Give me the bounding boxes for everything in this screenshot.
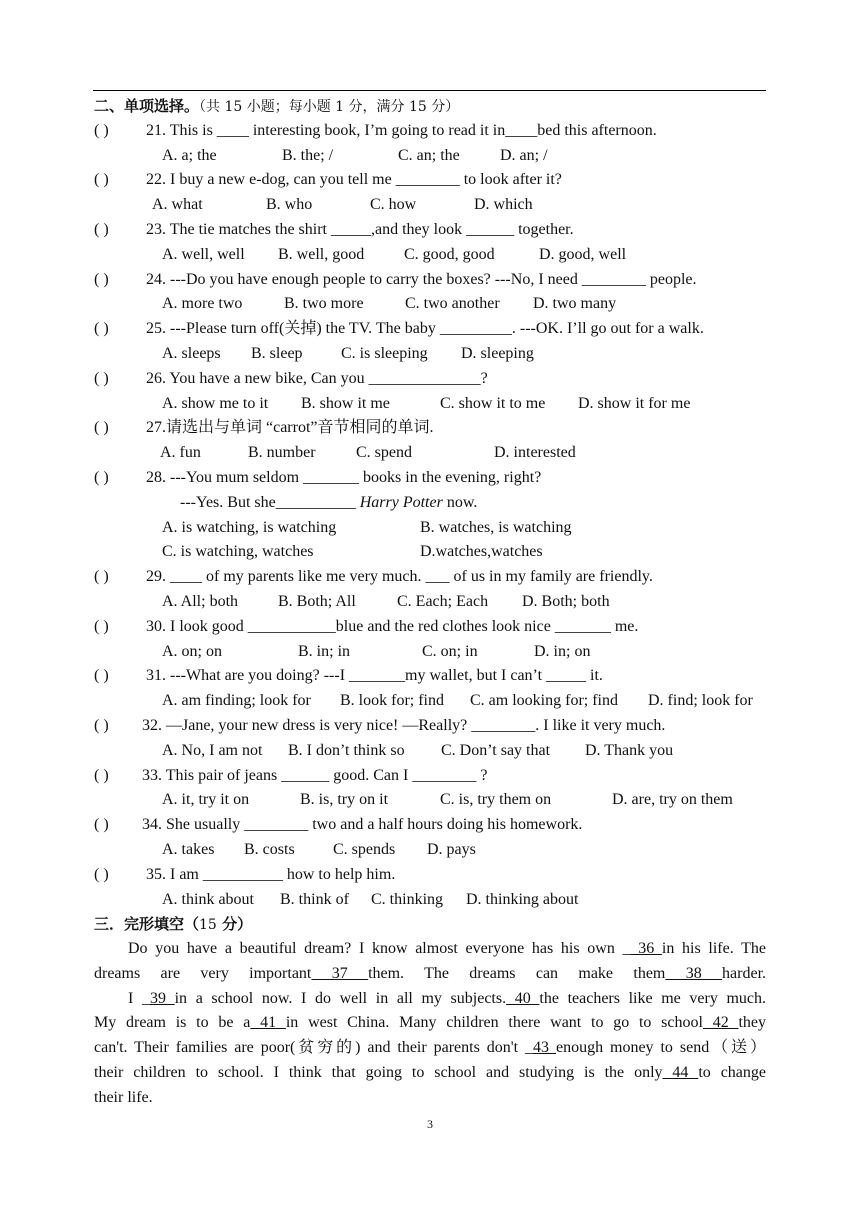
option-c: C. thinking	[371, 890, 444, 908]
option-c: C. is watching, watches	[162, 543, 314, 561]
cloze-blank[interactable]: 37	[311, 964, 369, 982]
question-stem: 21. This is ____ interesting book, I’m going to read it in____bed this afternoon.	[142, 121, 657, 139]
answer-bracket[interactable]: ( )	[94, 220, 109, 238]
option-b: B. I don’t think so	[288, 741, 405, 759]
passage-text: dreams are very important	[94, 964, 312, 982]
option-b: B. who	[266, 196, 313, 214]
question-stem: 27.请选出与单词 “carrot”音节相同的单词.	[142, 419, 434, 437]
option-d: D. good, well	[539, 245, 627, 263]
book-title: Harry Potter	[359, 493, 443, 511]
passage-text: their children to school. I think that going to school and studying is the only	[94, 1064, 663, 1082]
cloze-blank[interactable]: 42	[702, 1014, 739, 1032]
question-stem: 35. I am __________ how to help him.	[142, 865, 396, 883]
question-25	[94, 317, 766, 342]
question-27	[94, 416, 766, 441]
option-a: A. it, try it on	[162, 791, 250, 809]
option-d: D.watches,watches	[420, 543, 543, 561]
options-row	[94, 888, 766, 913]
option-c: C. is, try them on	[440, 791, 552, 809]
question-28	[94, 466, 766, 491]
cloze-blank[interactable]: 40	[506, 989, 540, 1007]
option-b: B. sleep	[251, 344, 303, 362]
options-row	[94, 689, 766, 714]
option-d: D. Both; both	[522, 592, 610, 610]
question-35	[94, 863, 766, 888]
section-3-title-end: 分）	[216, 915, 253, 934]
question-23	[94, 218, 766, 243]
options-row	[94, 540, 766, 565]
question-26	[94, 367, 766, 392]
option-b: B. number	[248, 444, 316, 462]
option-d: D. which	[474, 196, 533, 214]
passage-text: enough money to send（送）	[555, 1039, 766, 1057]
option-d: D. interested	[494, 444, 576, 462]
option-c: C. Each; Each	[397, 592, 489, 610]
option-d: D. pays	[427, 840, 476, 858]
passage-line	[94, 937, 766, 962]
option-b: B. watches, is watching	[420, 518, 572, 536]
passage-text: in his life. The	[661, 940, 767, 958]
option-d: D. show it for me	[578, 394, 691, 412]
option-a: A. on; on	[162, 642, 222, 660]
page-number: 3	[427, 1117, 433, 1131]
question-stem: 30. I look good ___________blue and the red clothes look nice _______ me.	[142, 617, 639, 635]
option-b: B. look for; find	[340, 692, 444, 710]
option-b: B. costs	[244, 840, 295, 858]
question-stem: 32. —Jane, your new dress is very nice! —Really? ________. I like it very much.	[142, 716, 666, 734]
passage-text: their life.	[94, 1088, 153, 1106]
options-row	[94, 590, 766, 615]
question-33	[94, 764, 766, 789]
answer-bracket[interactable]: ( )	[94, 865, 109, 883]
option-d: D. Thank you	[585, 741, 674, 759]
option-b: B. is, try on it	[300, 791, 389, 809]
question-28-stem-line2	[94, 491, 766, 516]
option-c: C. am looking for; find	[470, 692, 618, 710]
option-d: D. in; on	[534, 642, 591, 660]
answer-bracket[interactable]: ( )	[94, 667, 109, 685]
option-d: D. an; /	[500, 146, 548, 164]
cloze-blank[interactable]: 38	[665, 964, 723, 982]
passage-text: My dream is to be a	[94, 1014, 251, 1032]
option-d: D. are, try on them	[612, 791, 733, 809]
option-a: A. show me to it	[162, 394, 269, 412]
options-row	[94, 788, 766, 813]
passage-text: Do you have a beautiful dream? I know almost everyone has his own _	[128, 940, 631, 958]
option-c: C. spends	[333, 840, 396, 858]
cloze-blank[interactable]: 39	[149, 989, 175, 1007]
options-row	[94, 144, 766, 169]
answer-bracket[interactable]: ( )	[94, 369, 109, 387]
stem-text: now.	[442, 493, 478, 511]
option-a: A. No, I am not	[162, 741, 263, 759]
cloze-blank[interactable]: 44	[662, 1064, 699, 1082]
option-c: C. good, good	[404, 245, 495, 263]
option-b: B. show it me	[301, 394, 390, 412]
section-2-subtitle: （共 15 小题；每小题 1 分，满分 15 分）	[199, 99, 460, 115]
cloze-blank[interactable]: 43	[533, 1039, 556, 1057]
answer-bracket[interactable]: ( )	[94, 617, 109, 635]
section-2-heading	[94, 94, 766, 119]
answer-bracket[interactable]: ( )	[94, 766, 109, 784]
top-rule	[93, 90, 766, 91]
passage-line	[94, 1011, 766, 1036]
passage-text: harder.	[722, 964, 767, 982]
answer-bracket[interactable]: ( )	[94, 270, 109, 288]
option-c: C. show it to me	[440, 394, 546, 412]
option-a: A. All; both	[162, 592, 239, 610]
passage-text: in west China. Many children there want to go to school	[285, 1014, 703, 1032]
question-22	[94, 168, 766, 193]
option-a: A. fun	[160, 444, 201, 462]
option-c: C. two another	[405, 295, 500, 313]
option-b: B. the; /	[282, 146, 334, 164]
option-d: D. sleeping	[461, 344, 534, 362]
options-row	[94, 292, 766, 317]
question-stem: 23. The tie matches the shirt _____,and they look ______ together.	[142, 220, 574, 238]
passage-line	[94, 1036, 766, 1061]
cloze-blank[interactable]: 41	[250, 1014, 286, 1032]
option-b: B. think of	[280, 890, 349, 908]
section-3-title: 三．完形填空（	[94, 915, 200, 934]
options-row	[94, 441, 766, 466]
option-b: B. well, good	[278, 245, 365, 263]
options-row	[94, 516, 766, 541]
option-c: C. spend	[356, 444, 412, 462]
passage-text: the teachers like me very much.	[539, 989, 767, 1007]
option-c: C. how	[370, 196, 417, 214]
passage-text: I _	[128, 989, 150, 1007]
question-stem: 31. ---What are you doing? ---I _______my wallet, but I can’t _____ it.	[142, 667, 603, 685]
answer-bracket[interactable]: ( )	[94, 468, 109, 486]
passage-line	[94, 987, 766, 1012]
option-c: C. on; in	[422, 642, 478, 660]
options-row	[94, 640, 766, 665]
passage-line	[94, 1086, 766, 1111]
option-c: C. an; the	[398, 146, 460, 164]
section-3-score: 15	[199, 917, 217, 934]
passage-text: to change	[698, 1064, 767, 1082]
option-b: B. two more	[284, 295, 364, 313]
passage-text: them. The dreams can make them	[368, 964, 666, 982]
option-a: A. sleeps	[162, 344, 221, 362]
option-d: D. thinking about	[466, 890, 579, 908]
option-b: B. Both; All	[278, 592, 356, 610]
option-a: A. more two	[162, 295, 243, 313]
option-a: A. a; the	[162, 146, 217, 164]
question-30	[94, 615, 766, 640]
passage-line	[94, 962, 766, 987]
option-a: A. takes	[162, 840, 215, 858]
passage-text: in a school now. I do well in all my subjects.	[174, 989, 507, 1007]
answer-bracket[interactable]: ( )	[94, 121, 109, 139]
option-b: B. in; in	[298, 642, 351, 660]
options-row	[94, 193, 766, 218]
option-c: C. Don’t say that	[441, 741, 551, 759]
passage-text: they	[738, 1014, 767, 1032]
stem-text: ---Yes. But she__________	[180, 493, 360, 511]
option-a: A. am finding; look for	[162, 692, 311, 710]
question-34	[94, 813, 766, 838]
content	[94, 94, 766, 1111]
question-stem: 34. She usually ________ two and a half hours doing his homework.	[142, 816, 583, 834]
option-a: A. well, well	[162, 245, 245, 263]
answer-bracket[interactable]: ( )	[94, 716, 109, 734]
answer-bracket[interactable]: ( )	[94, 320, 109, 338]
option-a: A. think about	[162, 890, 254, 908]
answer-bracket[interactable]: ( )	[94, 171, 109, 189]
question-32	[94, 714, 766, 739]
question-stem: 29. ____ of my parents like me very much. ___ of us in my family are friendly.	[142, 568, 653, 586]
question-stem: 26. You have a new bike, Can you ______________?	[142, 369, 488, 387]
option-a: A. what	[152, 196, 203, 214]
answer-bracket[interactable]: ( )	[94, 568, 109, 586]
question-stem: 28. ---You mum seldom _______ books in the evening, right?	[142, 468, 542, 486]
answer-bracket[interactable]: ( )	[94, 816, 109, 834]
question-21	[94, 119, 766, 144]
passage-text: can't. Their families are poor(贫穷的) and their parents don't _	[94, 1039, 534, 1057]
question-29	[94, 565, 766, 590]
question-stem: 25. ---Please turn off(关掉) the TV. The baby _________. ---OK. I’ll go out for a walk.	[142, 320, 704, 338]
question-stem: 33. This pair of jeans ______ good. Can I ________ ?	[142, 766, 488, 784]
options-row	[94, 392, 766, 417]
section-3-heading	[94, 912, 766, 937]
question-stem: 24. ---Do you have enough people to carry the boxes? ---No, I need ________ people.	[142, 270, 697, 288]
question-stem: 22. I buy a new e-dog, can you tell me ________ to look after it?	[142, 171, 562, 189]
option-d: D. find; look for	[648, 692, 753, 710]
cloze-passage	[94, 937, 766, 1111]
options-row	[94, 739, 766, 764]
cloze-blank[interactable]: 36	[630, 940, 662, 958]
question-24	[94, 268, 766, 293]
section-2-title: 二、单项选择。	[94, 97, 200, 115]
answer-bracket[interactable]: ( )	[94, 419, 109, 437]
options-row	[94, 838, 766, 863]
option-d: D. two many	[533, 295, 617, 313]
options-row	[94, 243, 766, 268]
question-list	[94, 119, 766, 913]
option-a: A. is watching, is watching	[162, 518, 337, 536]
option-c: C. is sleeping	[341, 344, 428, 362]
options-row	[94, 342, 766, 367]
question-31	[94, 664, 766, 689]
passage-line	[94, 1061, 766, 1086]
